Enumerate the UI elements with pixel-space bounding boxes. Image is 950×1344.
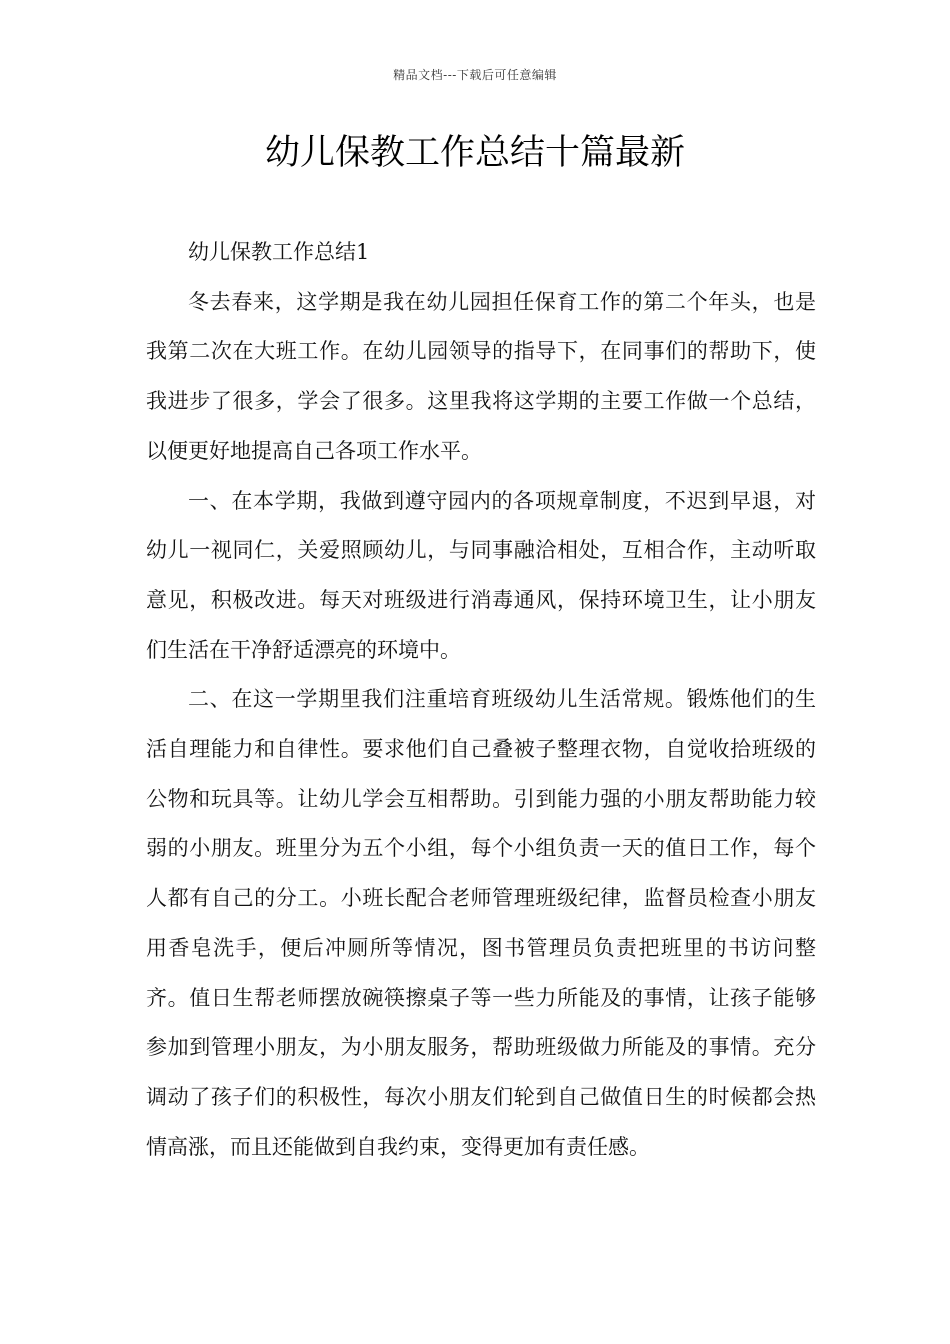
page-header-note: 精品文档---下载后可任意编辑 [393,68,557,82]
body-paragraph-2: 一、在本学期，我做到遵守园内的各项规章制度，不迟到早退，对幼儿一视同仁，关爱照顾幼儿，与同事融洽相处，互相合作，主动听取意见，积极改进。每天对班级进行消毒通风，保持环境卫生，让小朋友们生活在干净舒适漂亮的环境中。 [146,488,816,662]
body-paragraph-3: 二、在这一学期里我们注重培育班级幼儿生活常规。锻炼他们的生活自理能力和自律性。要求他们自己叠被子整理衣物，自觉收拾班级的公物和玩具等。让幼儿学会互相帮助。引到能力强的小朋友帮助能力较弱的小朋友。班里分为五个小组，每个小组负责一天的值日工作，每个人都有自己的分工。小班长配合老师管理班级纪律，监督员检查小朋友用香皂洗手，便后冲厕所等情况，图书管理员负责把班里的书访问整齐。值日生帮老师摆放碗筷擦桌子等一些力所能及的事情，让孩子能够参加到管理小朋友，为小朋友服务，帮助班级做力所能及的事情。充分调动了孩子们的积极性，每次小朋友们轮到自己做值日生的时候都会热情高涨，而且还能做到自我约束，变得更加有责任感。 [146,687,816,1159]
body-paragraph-1: 冬去春来，这学期是我在幼儿园担任保育工作的第二个年头，也是我第二次在大班工作。在幼儿园领导的指导下，在同事们的帮助下，使我进步了很多，学会了很多。这里我将这学期的主要工作做一个总结，以便更好地提高自己各项工作水平。 [146,289,816,463]
document-body [146,228,816,1172]
section-heading: 幼儿保教工作总结1 [188,240,370,264]
document-title: 幼儿保教工作总结十篇最新 [264,133,685,173]
